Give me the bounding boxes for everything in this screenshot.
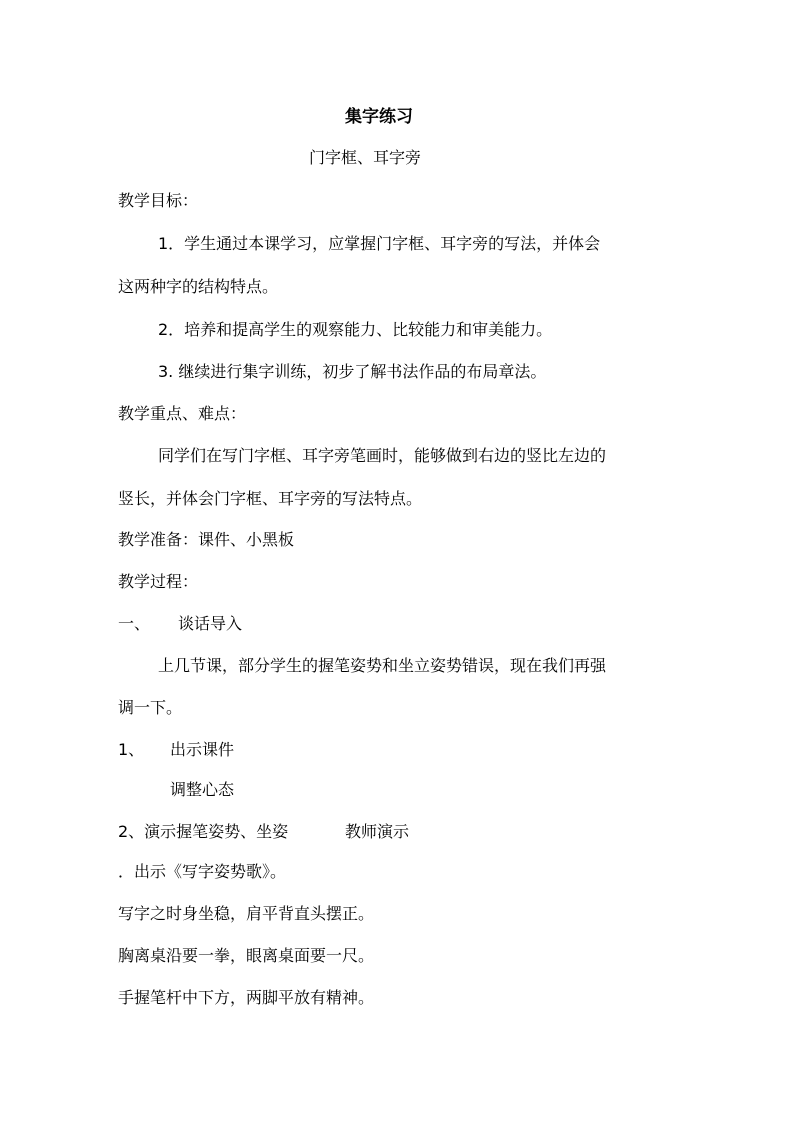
objective-1-line2: 这两种字的结构特点。 bbox=[118, 277, 279, 296]
objectives-heading: 教学目标： bbox=[118, 191, 199, 210]
objective-2: 2．培养和提高学生的观察能力、比较能力和审美能力。 bbox=[158, 320, 553, 339]
step-1-sub: 调整心态 bbox=[170, 780, 235, 799]
document-title: 集字练习 bbox=[345, 107, 413, 127]
objective-1-line1: 1．学生通过本课学习，应掌握门字框、耳字旁的写法，并体会 bbox=[158, 234, 601, 253]
step-2-extra: 教师演示 bbox=[345, 822, 410, 841]
section-1-number: 一、 bbox=[118, 614, 151, 633]
objective-3: 3. 继续进行集字训练，初步了解书法作品的布局章法。 bbox=[158, 362, 547, 381]
process-heading: 教学过程： bbox=[118, 572, 199, 591]
show-song: ．出示《写字姿势歌》。 bbox=[118, 862, 287, 881]
preparation: 教学准备：课件、小黑板 bbox=[118, 530, 295, 549]
song-line3: 手握笔杆中下方，两脚平放有精神。 bbox=[118, 988, 375, 1007]
step-1-number: 1、 bbox=[118, 740, 145, 759]
document-subtitle: 门字框、耳字旁 bbox=[309, 148, 422, 167]
keypoints-heading: 教学重点、难点： bbox=[118, 404, 247, 423]
intro-line1: 上几节课，部分学生的握笔姿势和坐立姿势错误，现在我们再强 bbox=[158, 656, 607, 675]
keypoints-line2: 竖长，并体会门字框、耳字旁的写法特点。 bbox=[118, 489, 423, 508]
section-1-title: 谈话导入 bbox=[178, 614, 243, 633]
step-1-text: 出示课件 bbox=[170, 740, 235, 759]
keypoints-line1: 同学们在写门字框、耳字旁笔画时，能够做到右边的竖比左边的 bbox=[158, 446, 607, 465]
song-line2: 胸离桌沿要一拳，眼离桌面要一尺。 bbox=[118, 946, 375, 965]
intro-line2: 调一下。 bbox=[118, 698, 183, 717]
song-line1: 写字之时身坐稳，肩平背直头摆正。 bbox=[118, 904, 375, 923]
step-2-text: 2、演示握笔姿势、坐姿 bbox=[118, 822, 289, 841]
